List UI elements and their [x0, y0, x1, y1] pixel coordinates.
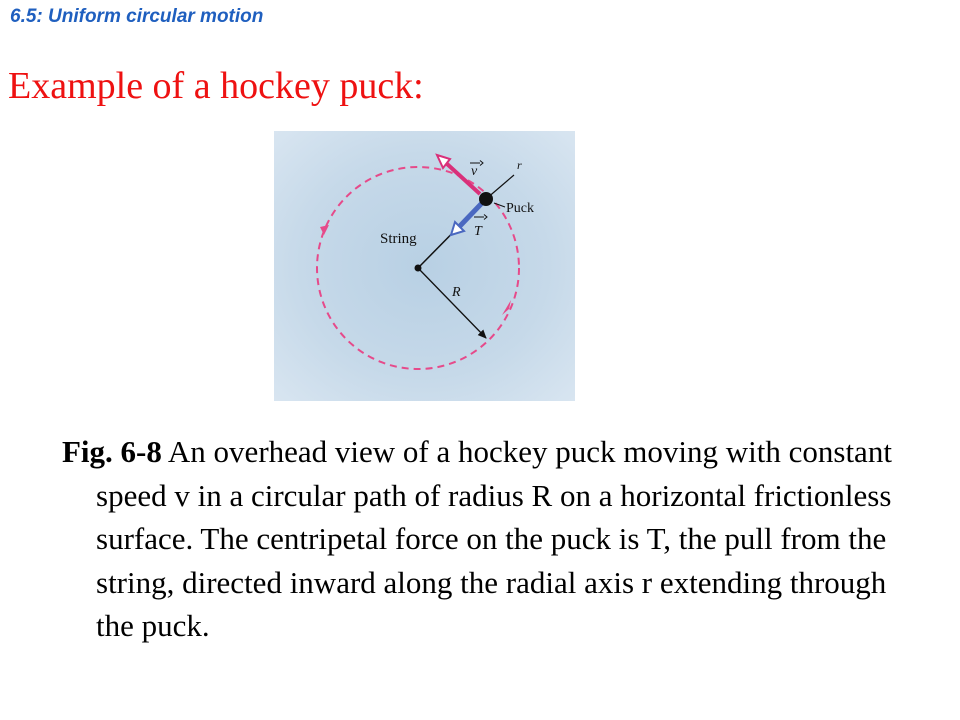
figure-svg: [274, 131, 575, 401]
figure-background: [274, 131, 575, 401]
center-point: [415, 265, 422, 272]
tension-label: T: [474, 224, 482, 239]
caption-text: An overhead view of a hockey puck moving with constant speed v in a circular path of radius R on a horizontal frictionless surface. The centripetal force on the puck is T, the pull from the string, directed inward along the radial axis r extending through the puck.: [96, 434, 892, 643]
radial-axis-label: r: [517, 158, 522, 172]
velocity-label: v: [471, 164, 478, 179]
puck-label: Puck: [506, 201, 534, 216]
hockey-puck-figure: [274, 131, 575, 401]
slide-title: Example of a hockey puck:: [8, 65, 424, 107]
string-label: String: [380, 231, 417, 247]
radius-label: R: [452, 285, 461, 300]
figure-caption: [62, 430, 896, 648]
section-header: 6.5: Uniform circular motion: [10, 6, 264, 27]
caption-figure-label: Fig. 6-8: [62, 434, 162, 469]
puck: [479, 192, 493, 206]
